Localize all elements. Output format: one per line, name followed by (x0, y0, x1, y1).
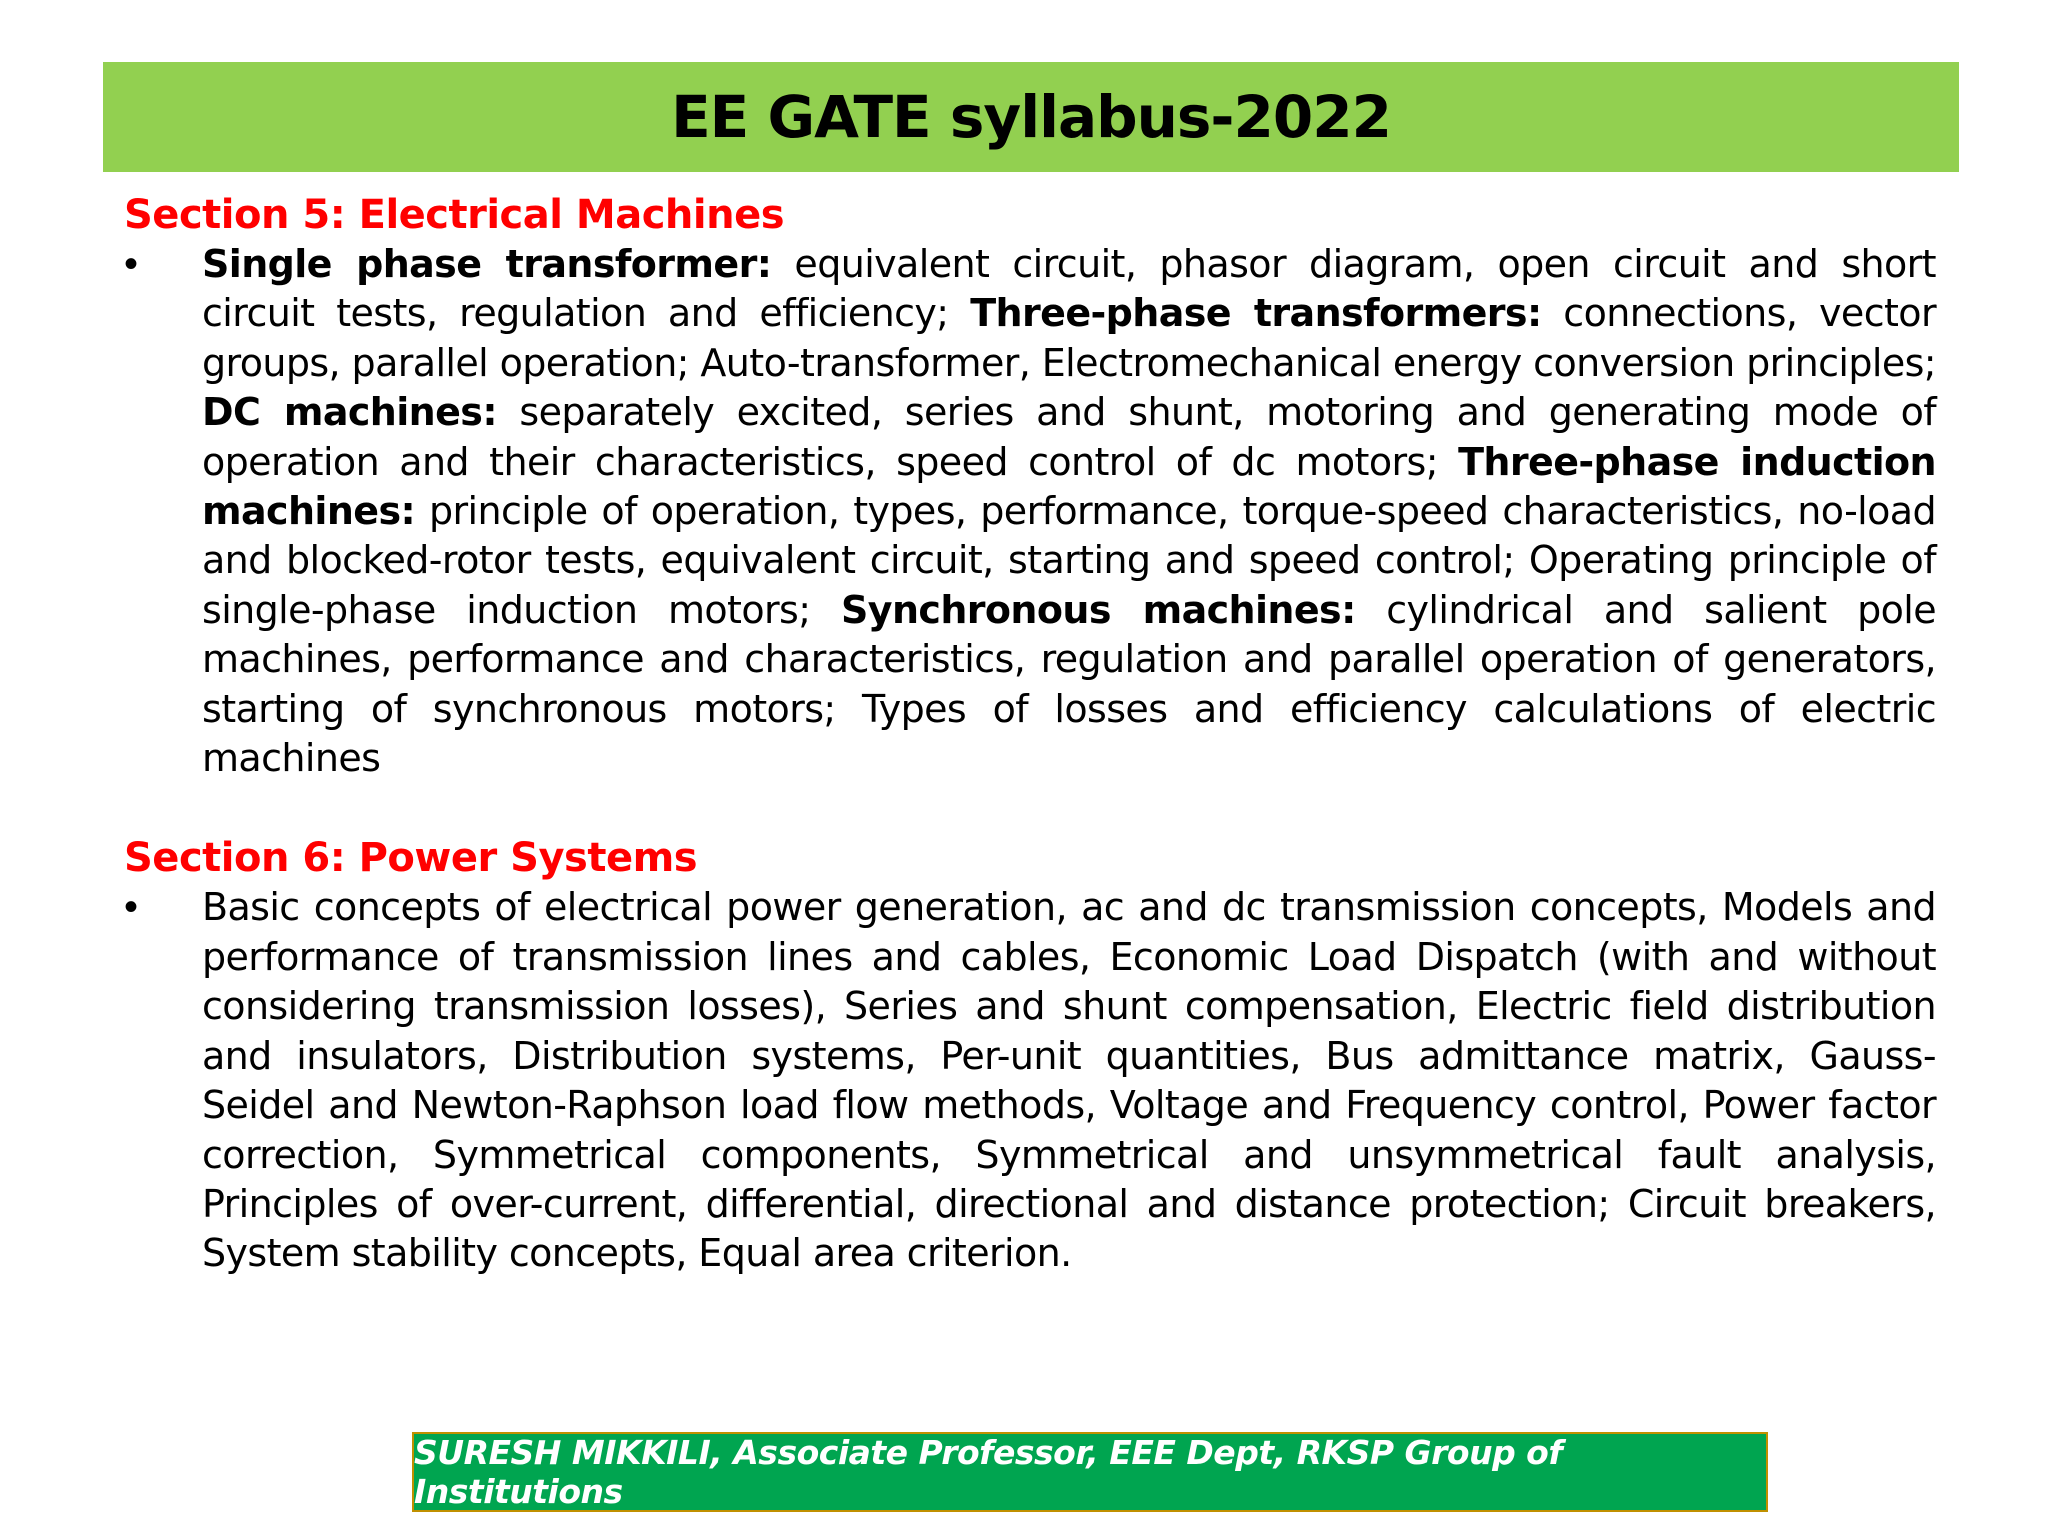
section-power-systems (124, 833, 1936, 1278)
title-bar (103, 62, 1959, 172)
slide-content (124, 190, 1936, 1279)
topic-text: cylindrical and salient pole machines, performance and characteristics, regulation and parallel operation of generators, starting of synchronous motors; Types of losses and efficiency calculations of electric machines (202, 587, 1936, 781)
topic-label: Synchronous machines: (841, 587, 1356, 632)
bullet-text (202, 240, 1936, 783)
section-electrical-machines (124, 190, 1936, 783)
section-spacer (124, 783, 1936, 833)
topic-text: separately excited, series and shunt, motoring and generating mode of operation and their characteristics, speed control of dc motors; (202, 390, 1936, 484)
section-heading: Section 5: Electrical Machines (124, 192, 784, 238)
topic-text: Basic concepts of electrical power generation, ac and dc transmission concepts, Models and performance of transmission lines and cables, Economic Load Dispatch (with and without considering transmission losses), Series and shunt compensation, Electric field distribution and insulators, Distribution systems, Per-unit quantities, Bus admittance matrix, Gauss- Seidel and Newton-Raphson load flow methods, Voltage and Frequency control, Power factor correction, Symmetrical components, Symmetrical and unsymmetrical fault analysis, Principles of over-current, differential, directional and distance protection; Circuit breakers, System stability concepts, Equal area criterion. (202, 885, 1936, 1276)
section-heading: Section 6: Power Systems (124, 835, 698, 882)
list-item (124, 240, 1936, 783)
bullet-icon: • (124, 885, 139, 930)
topic-text: principle of operation, types, performance, torque-speed characteristics, no-load and blocked-rotor tests, equivalent circuit, starting and speed control; Operating principle of single-phase induction motors; (202, 489, 1936, 632)
topic-label: Single phase transformer: (202, 242, 772, 286)
bullet-text (202, 883, 1936, 1278)
footer-banner (412, 1432, 1768, 1512)
list-item (124, 883, 1936, 1278)
topic-text: equivalent circuit, phasor diagram, open circuit and short circuit tests, regulation and efficiency; (202, 242, 1936, 336)
topic-label: DC machines: (202, 390, 497, 435)
topic-label: Three-phase induction machines: (202, 439, 1936, 534)
topic-text: connections, vector groups, parallel operation; Auto-transformer, Electromechanical energy conversion principles; (202, 291, 1936, 385)
topic-label: Three-phase transformers: (970, 291, 1542, 336)
slide-title: EE GATE syllabus-2022 (671, 83, 1391, 151)
footer-text: SURESH MIKKILI, Associate Professor, EEE Dept, RKSP Group of Institutions (414, 1433, 1563, 1511)
bullet-icon: • (124, 242, 139, 286)
